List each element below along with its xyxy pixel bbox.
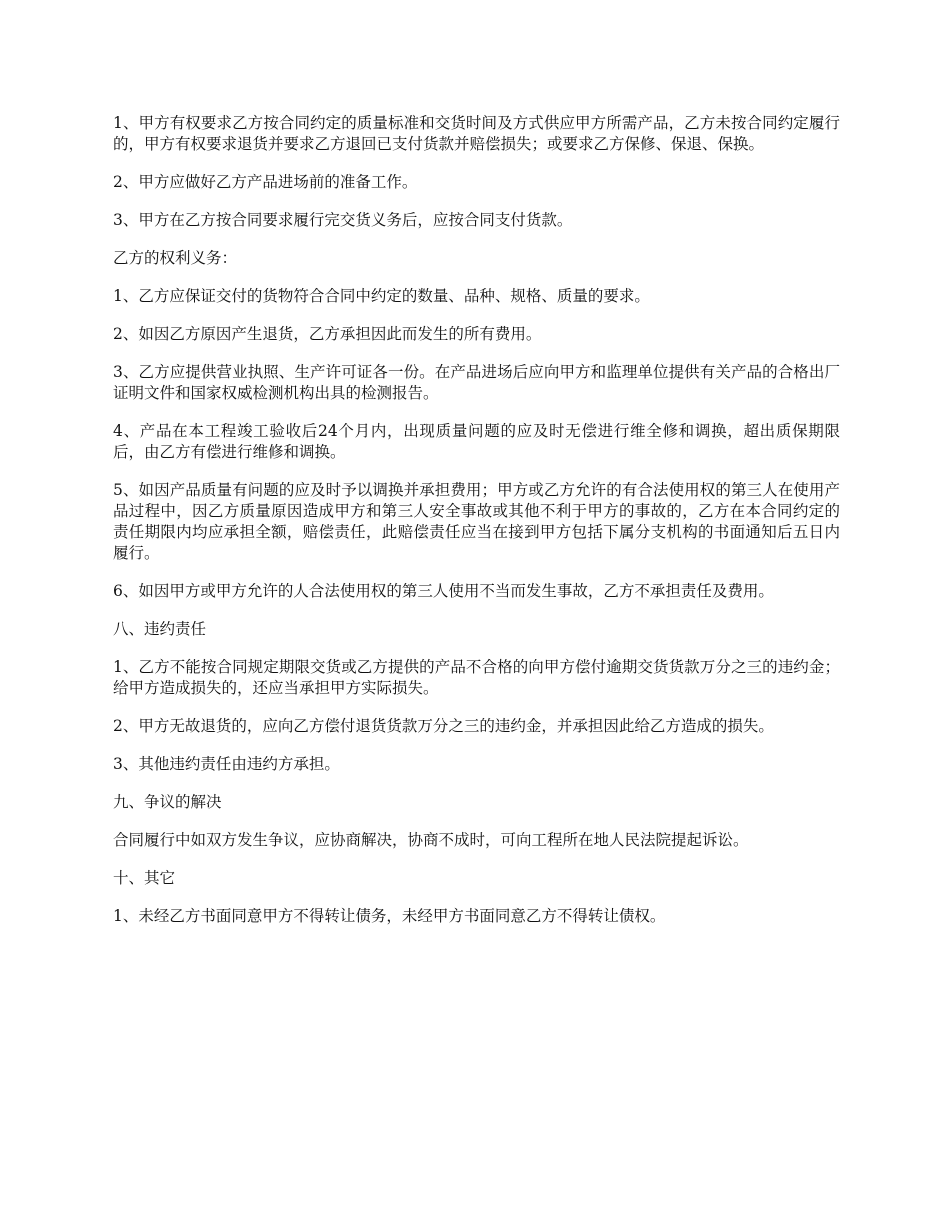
- breach-clause-1: 1、乙方不能按合同规定期限交货或乙方提供的产品不合格的向甲方偿付逾期交货货款万分之三的违约金；给甲方造成损失的，还应当承担甲方实际损失。: [113, 658, 840, 697]
- party-b-duty-1: 1、乙方应保证交付的货物符合合同中约定的数量、品种、规格、质量的要求。: [113, 287, 650, 305]
- section-heading-dispute: 九、争议的解决: [113, 793, 222, 811]
- breach-clause-2: 2、甲方无故退货的，应向乙方偿付退货货款万分之三的违约金，并承担因此给乙方造成的损失。: [113, 717, 774, 735]
- party-b-duty-6: 6、如因甲方或甲方允许的人合法使用权的第三人使用不当而发生事故，乙方不承担责任及费用。: [113, 582, 774, 600]
- breach-clause-3: 3、其他违约责任由违约方承担。: [113, 755, 340, 773]
- dispute-clause: 合同履行中如双方发生争议，应协商解决，协商不成时，可向工程所在地人民法院提起诉讼。: [113, 831, 749, 849]
- document-body: [113, 113, 840, 944]
- party-b-duty-2: 2、如因乙方原因产生退货，乙方承担因此而发生的所有费用。: [113, 325, 542, 343]
- party-a-duty-3: 3、甲方在乙方按合同要求履行完交货义务后，应按合同支付货款。: [113, 211, 573, 229]
- party-b-duty-5: 5、如因产品质量有问题的应及时予以调换并承担费用；甲方或乙方允许的有合法使用权的第三人在使用产品过程中，因乙方质量原因造成甲方和第三人安全事故或其他不利于甲方的事故的，乙方在本合同约定的责任期限内均应承担全额，赔偿责任，此赔偿责任应当在接到甲方包括下属分支机构的书面通知后五日内履行。: [113, 481, 840, 562]
- party-b-duty-3: 3、乙方应提供营业执照、生产许可证各一份。在产品进场后应向甲方和监理单位提供有关产品的合格出厂证明文件和国家权威检测机构出具的检测报告。: [113, 363, 840, 402]
- party-a-right-1: 1、甲方有权要求乙方按合同约定的质量标准和交货时间及方式供应甲方所需产品，乙方未按合同约定履行的，甲方有权要求退货并要求乙方退回已支付货款并赔偿损失；或要求乙方保修、保退、保换。: [113, 114, 840, 153]
- other-clause-1: 1、未经乙方书面同意甲方不得转让债务，未经甲方书面同意乙方不得转让债权。: [113, 907, 666, 925]
- party-a-duty-2: 2、甲方应做好乙方产品进场前的准备工作。: [113, 173, 418, 191]
- section-heading-party-b-rights: 乙方的权利义务：: [113, 249, 238, 267]
- party-b-duty-4: 4、产品在本工程竣工验收后24个月内，出现质量问题的应及时无偿进行维全修和调换，超出质保期限后，由乙方有偿进行维修和调换。: [113, 422, 840, 461]
- section-heading-breach: 八、违约责任: [113, 620, 207, 638]
- section-heading-other: 十、其它: [113, 869, 176, 887]
